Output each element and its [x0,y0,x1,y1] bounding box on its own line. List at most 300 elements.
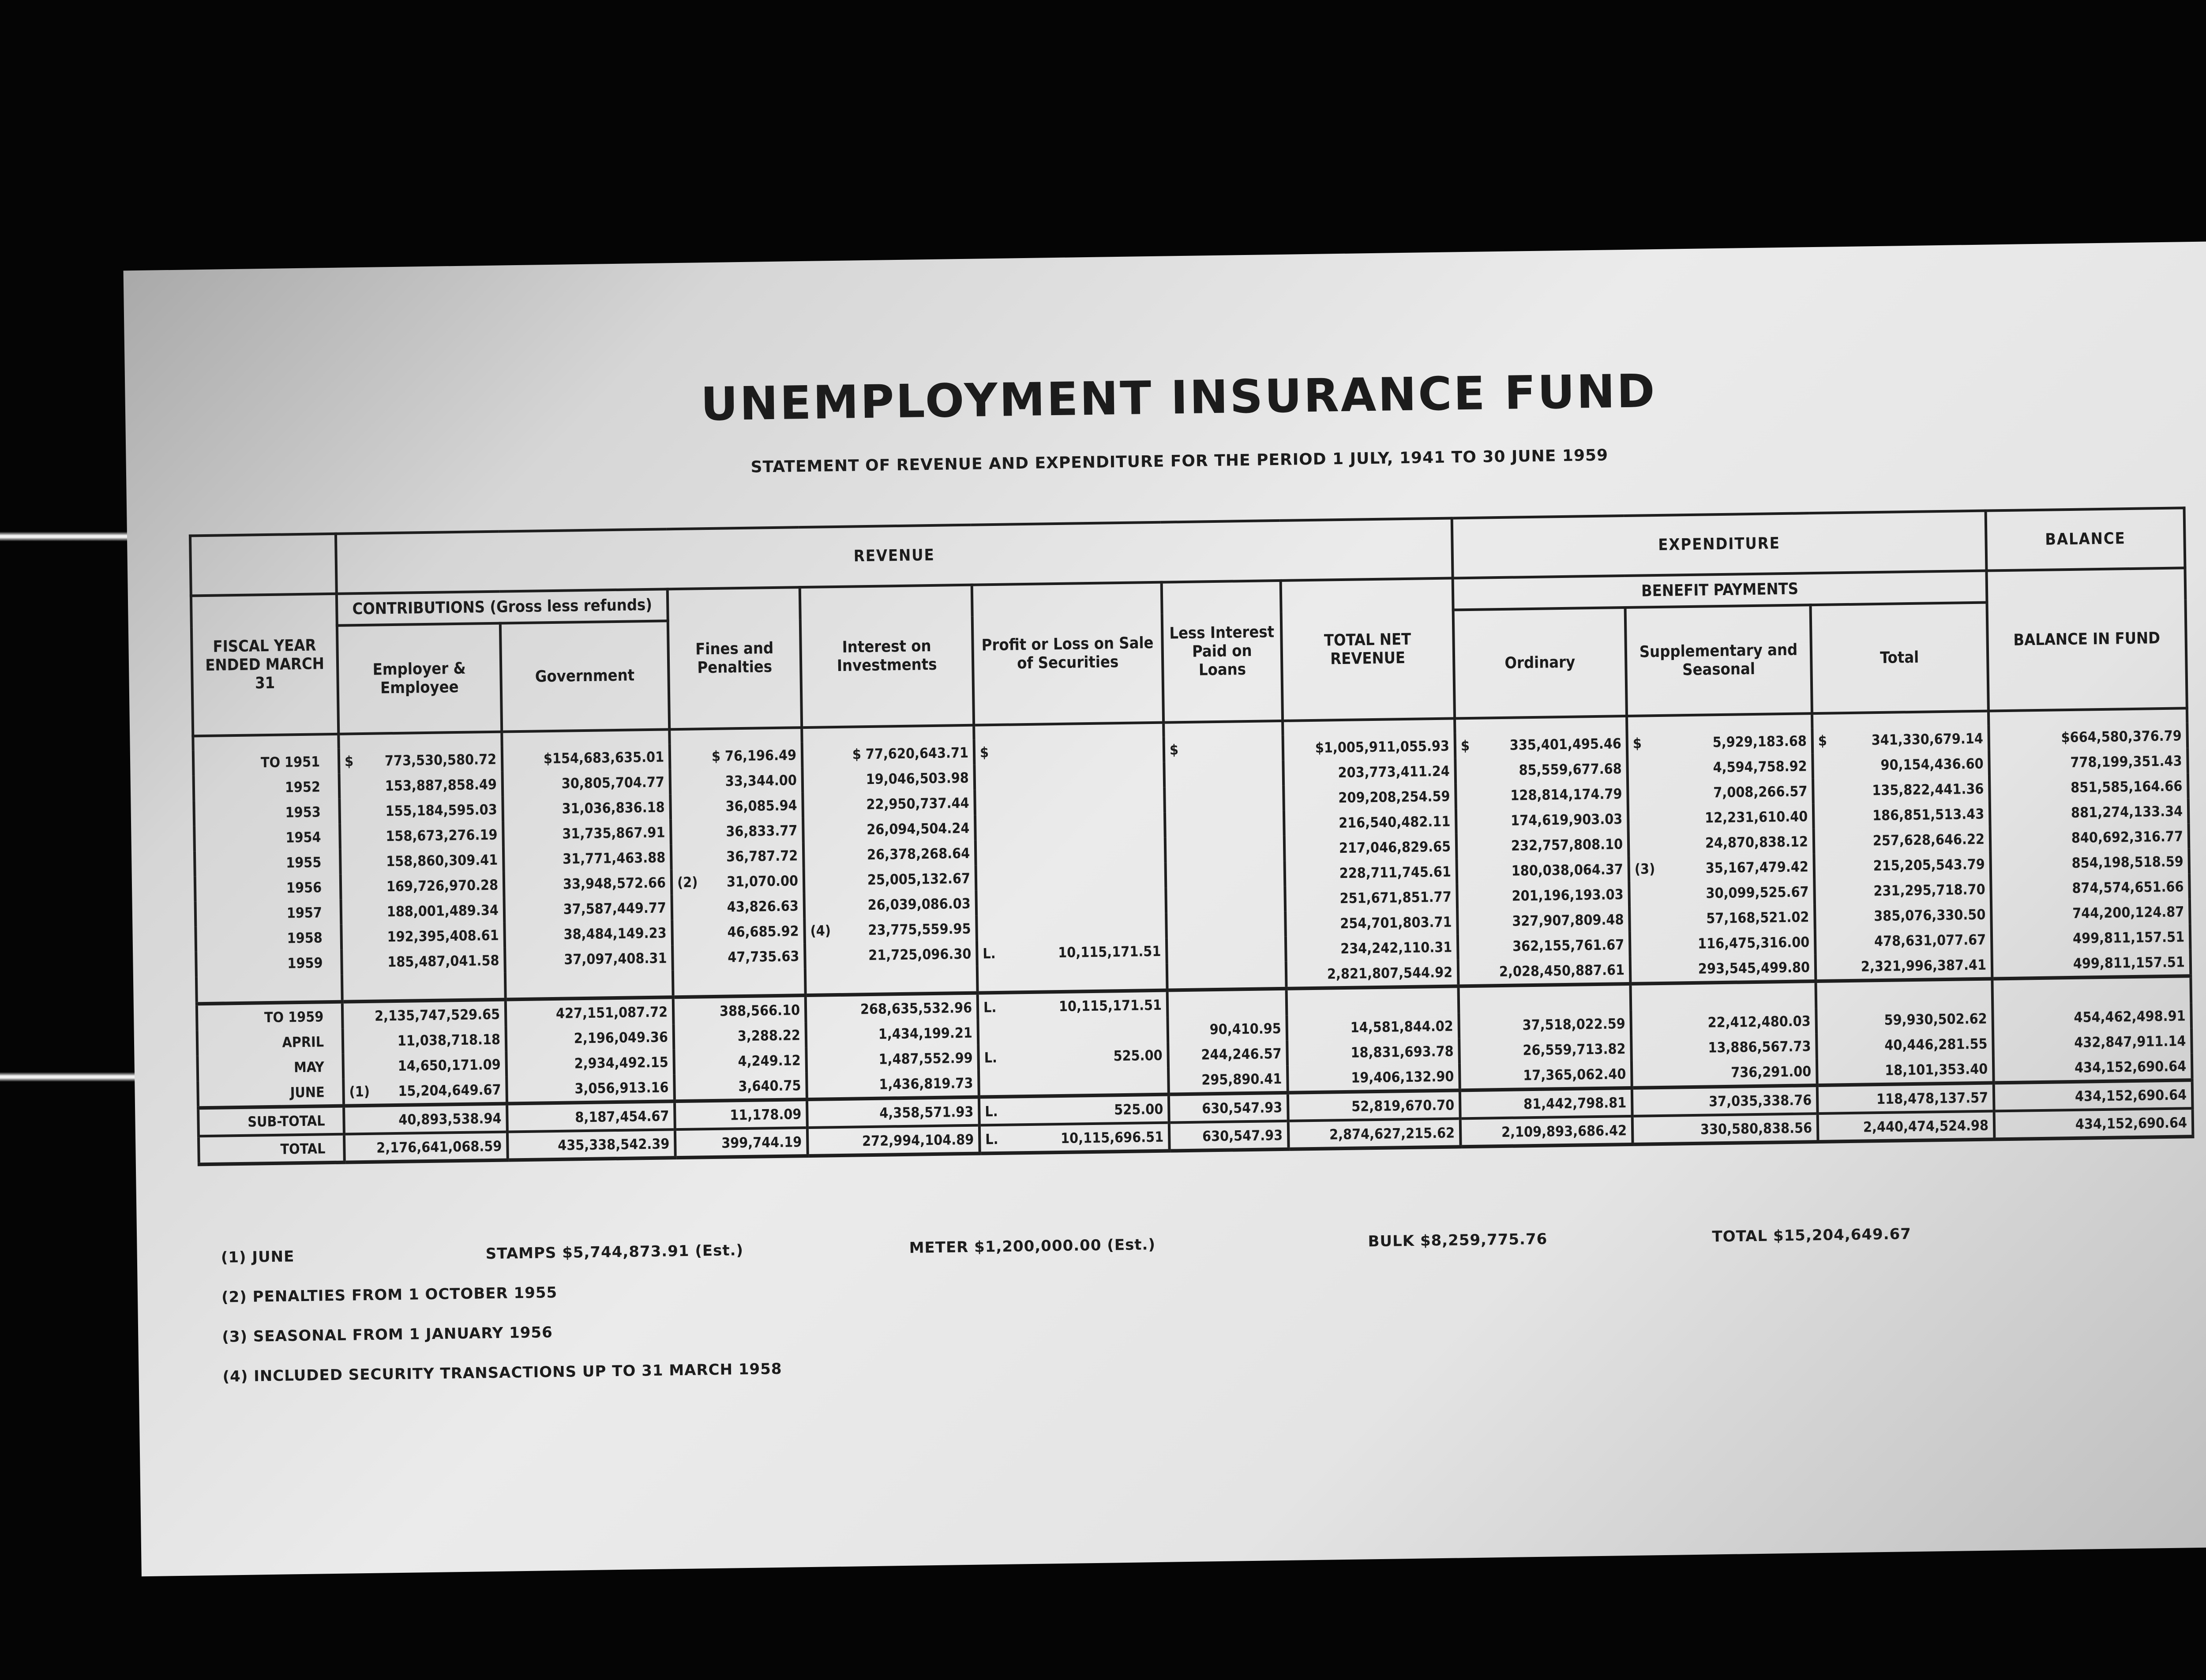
cell-value: 30,805,704.77 [561,773,665,792]
supplementary-cell [1631,981,1816,1011]
cell-value: 43,826.63 [727,897,799,915]
cell-value: 330,580,838.56 [1700,1119,1812,1138]
profit-loss-cell [979,1068,1169,1097]
benefit-total-cell [1814,851,1991,879]
ledger-body [193,708,2193,1164]
government-cell [505,945,673,972]
balance-cell [1992,1003,2191,1031]
contributions-header: CONTRIBUTIONS (Gross less refunds) [337,589,668,625]
ordinary-cell [1456,831,1629,859]
cell-value: 153,887,858.49 [385,776,497,794]
balance-cell [1992,924,2191,952]
total-net-revenue-cell [1287,986,1459,1015]
employer-employee-cell [344,1104,507,1134]
cell-value: 37,097,408.31 [564,949,667,968]
cell-value: 203,773,411.24 [1338,762,1450,781]
cell-value: 251,671,851.77 [1339,888,1452,907]
supplementary-header: Supplementary and Seasonal [1625,605,1812,716]
footnotes [221,1222,2165,1407]
revenue-header: REVENUE [336,518,1453,593]
total-net-revenue-cell [1283,733,1456,760]
cell-value: 33,948,572.66 [563,874,666,892]
cell-value: 192,395,408.61 [387,926,499,945]
cell-value: 217,046,829.65 [1339,838,1451,856]
fiscal-year-cell [195,849,341,877]
fines-cell [672,868,804,895]
cell-prefix: L. [985,1102,998,1120]
cell-value: 1952 [285,778,321,795]
ordinary-cell [1459,1061,1632,1090]
cell-value: 2,934,492.15 [574,1053,668,1072]
cell-value: 1,487,552.99 [878,1049,973,1068]
cell-value: 201,196,193.03 [1512,885,1624,904]
cell-value: 185,487,041.58 [387,952,499,970]
cell-value: 47,735.63 [728,947,799,966]
cell-value: 1957 [286,904,323,921]
fiscal-year-cell [195,900,341,927]
cell-value: 881,274,133.34 [2071,802,2183,821]
ordinary-cell [1456,781,1628,808]
cell-value: 293,545,499.80 [1698,958,1810,977]
cell-value: 1956 [286,878,322,896]
benefit-total-cell [1813,801,1990,829]
spacer-cell [802,725,974,742]
fiscal-year-cell [198,1106,344,1136]
total-net-revenue-cell [1284,808,1456,836]
cell-value: 295,890.41 [1201,1070,1282,1088]
ordinary-cell [1457,881,1629,909]
cell-value: 427,151,087.72 [555,1003,668,1022]
cell-value: 1,436,819.73 [879,1074,973,1093]
cell-value: MAY [293,1058,325,1076]
footnote-total: TOTAL $15,204,649.67 [1712,1225,1912,1246]
cell-value: 12,231,610.40 [1704,807,1808,826]
interest-cell [806,1020,979,1047]
balance-cell [1993,1053,2192,1083]
supplementary-cell [1630,954,1816,984]
cell-value: $ 77,620,643.71 [852,744,969,763]
supplementary-cell [1632,1114,1818,1144]
cell-value: 432,847,911.14 [2074,1032,2186,1051]
total-net-revenue-cell [1288,1090,1460,1121]
less-interest-cell [1168,1041,1287,1068]
interest-cell [803,815,975,843]
cell-value: 7,008,266.57 [1713,782,1808,801]
supplementary-cell [1627,728,1812,756]
supplementary-cell [1629,879,1815,907]
cell-value: TOTAL [280,1140,326,1158]
less-interest-cell [1167,1016,1287,1042]
employer-employee-cell [341,897,505,925]
fiscal-year-cell [199,1134,345,1165]
cell-value: $154,683,635.01 [543,748,664,767]
profit-loss-cell [977,964,1167,993]
cell-value: JUNE [290,1083,325,1101]
cell-value: 128,814,174.79 [1510,785,1622,804]
profit-loss-cell [978,1017,1168,1045]
government-cell [503,794,671,821]
balance-cell [1992,949,2191,979]
balance-cell [1990,848,2189,876]
cell-value: 1953 [285,803,321,821]
employer-employee-cell [339,797,503,824]
government-cell [507,1129,675,1160]
footnote-stamps: STAMPS $5,744,873.91 (Est.) [485,1241,744,1263]
ordinary-header: Ordinary [1453,608,1627,718]
profit-loss-cell [979,1095,1169,1125]
cell-value: 232,757,808.10 [1511,835,1623,854]
supplementary-cell [1631,1033,1817,1061]
fiscal-year-cell [197,1029,343,1056]
supplementary-cell [1632,1058,1817,1088]
cell-value: 36,787.72 [726,847,798,865]
cell-value: 840,692,316.77 [2071,827,2183,846]
fund-statement-table [189,506,2195,1166]
employer-employee-cell [339,746,503,774]
cell-prefix: (1) [349,1083,370,1100]
benefit-total-cell [1814,826,1991,854]
supplementary-cell [1628,854,1814,881]
cell-value: 35,167,479.42 [1705,858,1809,877]
employer-employee-cell [341,948,505,975]
interest-cell [804,891,976,918]
benefit-total-cell [1816,1005,1993,1033]
document-sheet [124,241,2206,1576]
profit-loss-cell [974,737,1164,765]
cell-value: 31,036,836.18 [562,798,665,817]
cell-value: 52,819,670.70 [1351,1096,1455,1115]
cell-value: 17,365,062.40 [1523,1065,1626,1084]
interest-cell [807,1097,979,1128]
ordinary-cell [1459,984,1631,1013]
ordinary-cell [1458,957,1631,986]
cell-value: 169,726,970.28 [386,876,499,895]
footnote-3: (3) SEASONAL FROM 1 JANUARY 1956 [222,1324,553,1346]
benefit-total-cell [1812,751,1989,779]
ordinary-cell [1460,1088,1632,1118]
cell-value: 2,176,641,068.59 [376,1137,502,1156]
less-interest-cell [1165,836,1285,863]
benefit-total-cell [1816,1031,1993,1058]
spacer-cell [1812,711,1988,728]
benefit-total-cell [1812,726,1989,754]
balance-cell [1994,1080,2193,1111]
footnote-bulk: BULK $8,259,775.76 [1368,1230,1548,1251]
profit-loss-cell [975,813,1165,840]
cell-value: 216,540,482.11 [1338,813,1451,831]
cell-value: 434,152,690.64 [2075,1114,2187,1132]
spacer-cell [338,732,502,749]
profit-loss-cell [978,990,1168,1020]
interest-cell [802,740,975,767]
profit-loss-cell [976,863,1166,891]
cell-value: 854,198,518.59 [2071,852,2184,871]
cell-value: 37,518,022.59 [1522,1015,1626,1033]
fiscal-year-cell [194,799,340,826]
employer-employee-header: Employer & Employee [337,623,502,734]
fines-cell [670,742,803,769]
cell-value: 118,478,137.57 [1876,1089,1988,1107]
cell-value: 33,344.00 [725,771,797,790]
ordinary-cell [1460,1116,1633,1147]
total-net-revenue-cell [1287,1013,1459,1040]
government-cell [506,1024,674,1051]
government-cell [507,1101,675,1132]
balance-cell [1991,874,2190,901]
cell-value: 630,547.93 [1202,1126,1283,1145]
less-interest-cell [1167,962,1287,990]
interest-cell [806,1045,979,1072]
cell-value: 31,070.00 [726,872,799,890]
footnote-2: (2) PENALTIES FROM 1 OCTOBER 1955 [221,1283,558,1306]
cell-value: 135,822,441.36 [1872,780,1984,799]
cell-value: 22,412,480.03 [1707,1012,1811,1031]
cell-value: 26,094,504.24 [867,819,970,838]
cell-value: 268,635,532.96 [860,999,972,1017]
cell-value: 4,358,571.93 [879,1103,974,1121]
total-net-revenue-cell [1285,859,1457,886]
fines-cell [670,767,803,794]
spacer-cell [193,734,338,751]
cell-value: 525.00 [1114,1100,1163,1118]
cell-value: 158,860,309.41 [386,851,498,870]
cell-prefix: $ [344,752,354,770]
total-net-revenue-cell [1286,959,1459,988]
balance-header: BALANCE [1986,508,2185,570]
supplementary-cell [1630,929,1816,957]
cell-value: 874,574,651.66 [2072,878,2184,896]
benefit-total-cell [1817,1056,1994,1085]
cell-value: 85,559,677.68 [1519,760,1622,778]
cell-value: TO 1951 [260,753,320,771]
cell-value: 30,099,525.67 [1706,883,1809,902]
balance-cell [1991,899,2190,926]
cell-value: 26,039,086.03 [867,895,971,913]
fines-cell [670,792,803,819]
less-interest-cell [1166,911,1286,938]
government-cell [502,744,670,771]
balance-cell [1989,773,2188,801]
cell-value: 478,631,077.67 [1874,931,1986,949]
cell-value: 186,851,513.43 [1872,805,1985,824]
cell-value: 13,886,567.73 [1708,1037,1811,1056]
cell-value: 341,330,679.14 [1871,730,1984,748]
spacer-cell [669,728,802,744]
balance-in-fund-header: BALANCE IN FUND [1987,568,2187,711]
cell-prefix: L. [985,1130,998,1148]
benefit-total-cell [1818,1111,1995,1142]
benefit-total-header: Total [1811,603,1988,714]
cell-value: 525.00 [1113,1046,1163,1064]
balance-cell [1990,823,2189,851]
balance-cell [1994,1108,2193,1139]
benefit-total-cell [1817,1083,1994,1114]
ordinary-cell [1457,907,1630,934]
benefit-total-cell [1814,877,1991,904]
less-interest-cell [1167,989,1287,1017]
total-net-revenue-cell [1285,884,1457,911]
cell-value: 388,566.10 [719,1001,800,1020]
fines-cell [672,893,804,920]
fines-cell [673,968,806,997]
balance-cell [1990,798,2189,826]
cell-value: APRIL [282,1033,324,1051]
cell-value: 2,321,996,387.41 [1861,956,1987,975]
cell-value: $ 76,196.49 [711,746,797,765]
footnote-1-label: (1) JUNE [221,1248,295,1267]
fiscal-year-cell [196,975,342,1004]
cell-value: TO 1959 [264,1008,324,1026]
total-net-revenue-cell [1287,1038,1459,1065]
cell-value: 180,038,064.37 [1511,860,1624,879]
employer-employee-cell [341,872,504,900]
fines-cell [674,1047,807,1074]
cell-value: 11,178.09 [730,1105,802,1123]
cell-value: 499,811,157.51 [2072,928,2185,947]
less-interest-cell [1168,1066,1288,1095]
cell-prefix: $ [1460,737,1470,754]
fiscal-year-cell [198,1079,344,1108]
document-subtitle: STATEMENT OF REVENUE AND EXPENDITURE FOR THE PERIOD 1 JULY, 1941 TO 30 JUNE 1959 [750,446,1609,476]
supplementary-cell [1627,753,1813,781]
less-interest-cell [1169,1121,1289,1151]
cell-prefix: L. [983,945,996,962]
fines-cell [675,1128,808,1158]
profit-loss-cell [979,1123,1170,1154]
employer-employee-cell [340,847,504,874]
cell-value: 174,619,903.03 [1510,810,1623,829]
cell-value: 37,587,449.77 [563,899,667,918]
supplementary-cell [1628,803,1814,831]
total-net-revenue-header: TOTAL NET REVENUE [1281,578,1455,720]
government-cell [503,819,671,847]
fiscal-year-cell [194,824,340,851]
fiscal-year-cell [195,874,341,902]
cell-value: 10,115,696.51 [1060,1128,1164,1147]
cell-value: 244,246.57 [1201,1045,1282,1063]
supplementary-cell [1629,904,1815,932]
cell-value: 90,410.95 [1209,1020,1282,1038]
government-cell [504,895,672,922]
total-net-revenue-cell [1285,909,1458,936]
cell-value: 1955 [285,853,322,871]
cell-value: 90,154,436.60 [1880,755,1984,773]
profit-loss-cell [974,762,1164,790]
cell-value: 3,288.22 [737,1026,801,1044]
cell-value: 26,378,268.64 [867,844,970,863]
cell-value: 10,115,171.51 [1058,942,1161,961]
cell-value: 2,135,747,529.65 [374,1005,500,1024]
profit-loss-cell [978,1042,1168,1070]
cell-value: 434,152,690.64 [2074,1057,2187,1076]
cell-value: 8,187,454.67 [575,1107,669,1125]
cell-value: 57,168,521.02 [1706,908,1809,927]
spacer-cell [1455,716,1627,733]
cell-value: 40,446,281.55 [1884,1035,1988,1054]
ordinary-cell [1458,932,1630,959]
government-cell [506,997,674,1026]
government-cell [506,1049,674,1076]
cell-value: 2,196,049.36 [574,1028,668,1046]
spacer-cell [1283,718,1455,735]
cell-value: 234,242,110.31 [1340,938,1452,957]
cell-prefix: L. [984,1049,998,1066]
fines-header: Fines and Penalties [668,587,802,729]
cell-value: 14,650,171.09 [398,1056,501,1074]
less-interest-cell [1169,1093,1288,1123]
profit-loss-cell [976,913,1167,941]
fiscal-year-cell [196,950,342,977]
cell-value: 15,204,649.67 [398,1081,501,1099]
interest-cell [807,1125,980,1156]
cell-value: 209,208,254.59 [1338,788,1450,806]
balance-cell [1988,723,2187,750]
cell-value: 3,056,913.16 [574,1078,669,1097]
interest-cell [802,765,975,792]
footnote-4: (4) INCLUDED SECURITY TRANSACTIONS UP TO 31 MARCH 1958 [222,1360,782,1386]
cell-value: 59,930,502.62 [1884,1010,1987,1028]
footnote-meter: METER $1,200,000.00 (Est.) [909,1236,1156,1257]
cell-value: 272,994,104.89 [862,1131,974,1149]
profit-loss-cell [975,788,1165,815]
ordinary-cell [1457,856,1629,884]
cell-value: 435,338,542.39 [557,1135,670,1154]
total-net-revenue-cell [1284,833,1457,861]
corner-cell [190,534,337,596]
cell-value: 31,771,463.88 [562,848,666,867]
fiscal-year-header: FISCAL YEAR ENDED MARCH 31 [191,594,338,736]
cell-value: 335,401,495.46 [1509,735,1622,754]
cell-value: 454,462,498.91 [2074,1007,2186,1026]
cell-value: 18,831,693.78 [1351,1042,1454,1061]
total-net-revenue-cell [1287,1063,1460,1092]
ordinary-cell [1459,1036,1632,1063]
government-cell [504,920,672,947]
balance-cell [1992,976,2191,1005]
ordinary-cell [1456,806,1628,833]
cell-value: 37,035,338.76 [1708,1091,1812,1110]
cell-value: 257,628,646.22 [1872,830,1985,849]
cell-prefix: (2) [677,873,698,891]
cell-value: 778,199,351.43 [2070,752,2182,771]
employer-employee-cell [343,1052,506,1079]
fiscal-year-cell [194,774,340,801]
benefit-total-cell [1815,927,1992,955]
employer-employee-cell [344,1132,508,1162]
cell-value: 2,821,807,544.92 [1327,964,1453,982]
employer-employee-cell [343,1027,506,1054]
employer-employee-cell [342,1000,506,1029]
cell-value: 38,484,149.23 [563,924,667,943]
profit-loss-cell [975,838,1166,866]
fiscal-year-cell [195,925,341,952]
benefit-total-cell [1815,902,1992,930]
cell-value: 1958 [287,929,323,946]
less-interest-cell [1164,735,1283,762]
less-interest-cell [1166,861,1285,888]
ordinary-cell [1455,756,1628,783]
profit-loss-cell [976,888,1166,916]
cell-value: 2,440,474,524.98 [1863,1117,1989,1136]
less-interest-cell [1164,786,1284,813]
cell-prefix: L. [983,998,997,1016]
cell-value: 5,929,183.68 [1712,732,1807,750]
government-cell [503,769,671,796]
fines-cell [671,843,804,870]
interest-cell [805,941,977,968]
total-net-revenue-cell [1283,758,1456,785]
benefit-total-cell [1813,776,1990,804]
